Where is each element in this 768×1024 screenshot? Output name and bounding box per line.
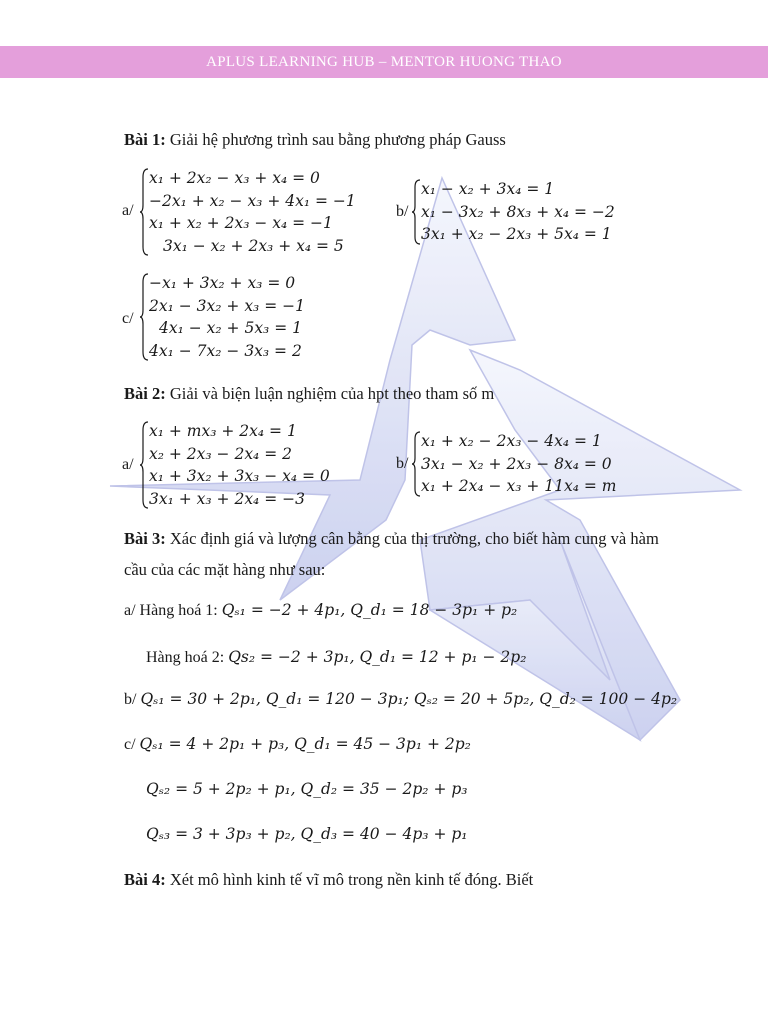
ex3-b-label: b/ [124,691,141,708]
ex1-c-system [140,272,305,362]
ex1-a-eq-4: 3x₁ − x₂ + 2x₃ + x₄ = 5 [163,236,344,255]
ex1-b-eq-1: x₁ − x₂ + 3x₄ = 1 [421,180,555,198]
ex1-c-eq-4: 4x₁ − 7x₂ − 3x₃ = 2 [149,341,302,360]
ex1-b-eq-3: 3x₁ + x₂ − 2x₃ + 5x₄ = 1 [421,225,612,243]
ex2-a-eq-3: x₁ + 3x₂ + 3x₃ − x₄ = 0 [149,467,330,485]
exercise-3-text-2: cầu của các mặt hàng như sau: [124,560,326,579]
ex3-a2-label: Hàng hoá 2: [146,649,229,666]
exercise-3-label: Bài 3: [124,529,166,548]
ex1-a-eq-1: x₁ + 2x₂ − x₃ + x₄ = 0 [149,169,320,187]
brace-icon [140,272,149,362]
ex1-b-label: b/ [396,203,409,220]
ex3-a1-row [124,601,517,620]
brace-icon [140,420,149,510]
ex3-c2-equation: Qₛ₂ = 5 + 2p₂ + p₁, Q_d₂ = 35 − 2p₂ + p₃ [146,780,468,798]
header-title: APLUS LEARNING HUB – MENTOR HUONG THAO [206,54,562,70]
ex2-b-eq-2: 3x₁ − x₂ + 2x₃ − 8x₄ = 0 [421,454,612,473]
ex1-c-eq-1: −x₁ + 3x₂ + x₃ = 0 [149,274,296,292]
ex2-b-eq-3: x₁ + 2x₄ − x₃ + 11x₄ = m [421,477,617,495]
ex1-a-eq-2: −2x₁ + x₂ − x₃ + 4x₁ = −1 [149,191,356,210]
ex2-a-label: a/ [122,456,134,473]
ex1-c-label: c/ [122,310,134,327]
brace-icon [412,430,421,498]
ex2-b-eq-1: x₁ + x₂ − 2x₃ − 4x₄ = 1 [421,432,602,450]
ex3-b-equation: Qₛ₁ = 30 + 2p₁, Q_d₁ = 120 − 3p₁; Qₛ₂ = 20 + 5p₂, Q_d₂ = 100 − 4p₂ [140,690,678,708]
ex1-b-system [412,178,615,246]
exercise-4-label: Bài 4: [124,870,166,889]
exercise-2-label: Bài 2: [124,384,166,403]
ex1-a-eq-3: x₁ + x₂ + 2x₃ − x₄ = −1 [149,214,333,232]
ex1-b-eq-2: x₁ − 3x₂ + 8x₃ + x₄ = −2 [421,202,615,221]
exercise-3-heading [124,527,659,551]
exercise-1-heading [124,128,506,152]
ex1-a-label: a/ [122,202,134,219]
ex3-c-label: c/ [124,736,140,753]
exercise-2-text: Giải và biện luận nghiệm của hpt theo tham số m [165,384,495,403]
ex3-c1-equation: Qₛ₁ = 4 + 2p₁ + p₃, Q_d₁ = 45 − 3p₁ + 2p₂ [139,735,471,753]
exercise-4-text: Xét mô hình kinh tế vĩ mô trong nền kinh tế đóng. Biết [165,870,534,889]
ex1-a-system [140,167,356,257]
ex2-a-eq-4: 3x₁ + x₃ + 2x₄ = −3 [149,489,305,508]
brace-icon [140,167,149,257]
ex2-b-label: b/ [396,455,409,472]
ex3-a2-row [146,648,526,667]
exercise-1-label: Bài 1: [124,130,166,149]
ex3-b-row [124,690,677,709]
ex2-a-eq-2: x₂ + 2x₃ − 2x₄ = 2 [149,444,292,463]
ex3-c3-row [146,825,468,844]
brace-icon [412,178,421,246]
ex2-a-system [140,420,330,510]
ex1-c-eq-3: 4x₁ − x₂ + 5x₃ = 1 [159,319,302,337]
ex2-a-eq-1: x₁ + mx₃ + 2x₄ = 1 [149,422,297,440]
ex3-c3-equation: Qₛ₃ = 3 + 3p₃ + p₂, Q_d₃ = 40 − 4p₃ + p₁ [146,825,468,843]
ex3-c2-row [146,780,468,799]
exercise-2-heading [124,382,494,406]
ex2-b-system [412,430,616,498]
ex3-a1-label: a/ Hàng hoá 1: [124,602,222,619]
exercise-4-heading [124,868,533,892]
ex3-c1-row [124,735,471,754]
exercise-3-text-1: Xác định giá và lượng cân bằng của thị trường, cho biết hàm cung và hàm [165,529,659,548]
ex3-a1-equation: Qₛ₁ = −2 + 4p₁, Q_d₁ = 18 − 3p₁ + p₂ [221,601,518,619]
ex3-a2-equation: Qs₂ = −2 + 3p₁, Q_d₁ = 12 + p₁ − 2p₂ [228,648,527,666]
exercise-1-text: Giải hệ phương trình sau bằng phương pháp Gauss [165,130,506,149]
ex1-c-eq-2: 2x₁ − 3x₂ + x₃ = −1 [149,296,305,315]
